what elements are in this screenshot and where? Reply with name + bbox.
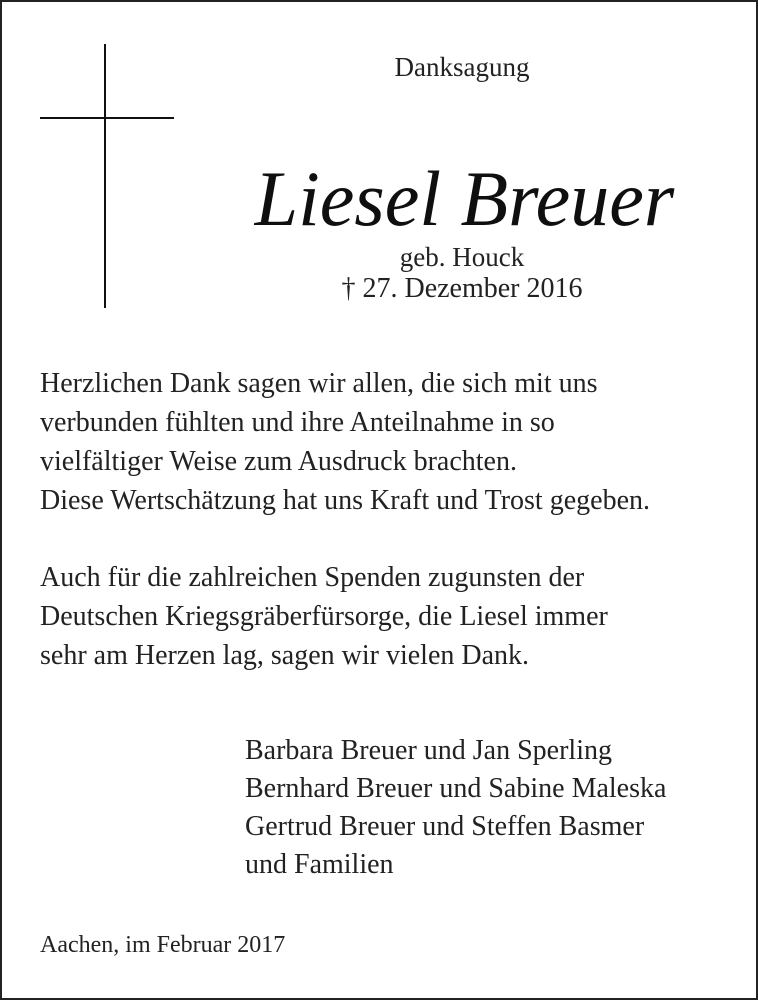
family-signatures xyxy=(245,732,735,884)
deceased-name: Liesel Breuer xyxy=(254,155,675,242)
birth-name: geb. Houck xyxy=(399,242,525,272)
paragraph-line: vielfältiger Weise zum Ausdruck brachten. xyxy=(40,446,517,477)
paragraph-line: verbunden fühlten und ihre Anteilnahme in so xyxy=(40,407,555,438)
cross-vertical-bar xyxy=(104,44,106,308)
notice-heading: Danksagung xyxy=(394,52,530,82)
death-date: † 27. Dezember 2016 xyxy=(341,273,583,304)
paragraph-line: Diese Wertschätzung hat uns Kraft und Trost gegeben. xyxy=(40,485,650,516)
paragraph-line: Deutschen Kriegsgräberfürsorge, die Liesel immer xyxy=(40,601,608,632)
thanks-paragraph-1 xyxy=(40,364,740,520)
signature-line: Barbara Breuer und Jan Sperling xyxy=(245,735,612,766)
paragraph-line: Herzlichen Dank sagen wir allen, die sich mit uns xyxy=(40,368,598,399)
paragraph-line: sehr am Herzen lag, sagen wir vielen Dank. xyxy=(40,640,530,671)
thanks-paragraph-2 xyxy=(40,558,740,675)
paragraph-line: Auch für die zahlreichen Spenden zugunsten der xyxy=(40,562,585,593)
cross-horizontal-bar xyxy=(40,117,174,119)
signature-line: und Familien xyxy=(245,849,394,880)
signature-line: Bernhard Breuer und Sabine Maleska xyxy=(245,773,667,804)
place-and-date: Aachen, im Februar 2017 xyxy=(40,932,286,958)
signature-line: Gertrud Breuer und Steffen Basmer xyxy=(245,811,645,842)
